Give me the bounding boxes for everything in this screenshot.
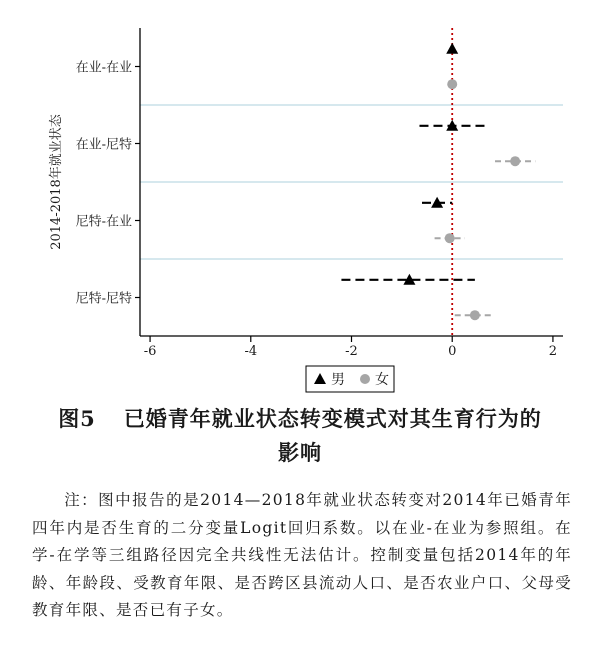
legend-female-marker: [360, 374, 370, 384]
x-tick-label: -6: [143, 344, 157, 359]
female-point-marker: [470, 310, 480, 320]
x-tick-label: -2: [345, 344, 358, 359]
note-text: 注：图中报告的是2014—2018年就业状态转变对2014年已婚青年四年内是否生育的二分变量Logit回归系数。以在业-在业为参照组。在学-在学等三组路径因完全共线性无法估计。控制变量包括2014年的年龄、年龄段、受教育年限、是否跨区县流动人口、是否农业户口、父母受教育年限、是否已有子女。: [32, 491, 572, 619]
figure-note: [32, 487, 572, 625]
y-axis-label: 2014-2018年就业状态: [49, 114, 64, 250]
x-tick-label: -4: [244, 344, 258, 359]
female-point-marker: [510, 156, 520, 166]
figure-caption: [0, 402, 600, 470]
y-category-label: 在业-在业: [75, 60, 132, 76]
legend-male-label: 男: [331, 372, 345, 388]
y-category-label: 在业-尼特: [75, 137, 132, 153]
y-category-label: 尼特-尼特: [75, 291, 132, 307]
x-tick-label: 2: [548, 344, 558, 359]
female-point-marker: [445, 233, 455, 243]
legend-female-label: 女: [375, 372, 389, 388]
y-category-label: 尼特-在业: [75, 214, 132, 230]
caption-title-line1: 已婚青年就业状态转变模式对其生育行为的: [123, 406, 542, 431]
male-point-marker: [446, 43, 458, 54]
figure-number: 图5: [58, 406, 96, 431]
caption-title-line2: 影响: [278, 440, 322, 465]
x-tick-label: 0: [448, 344, 457, 359]
female-point-marker: [447, 79, 457, 89]
